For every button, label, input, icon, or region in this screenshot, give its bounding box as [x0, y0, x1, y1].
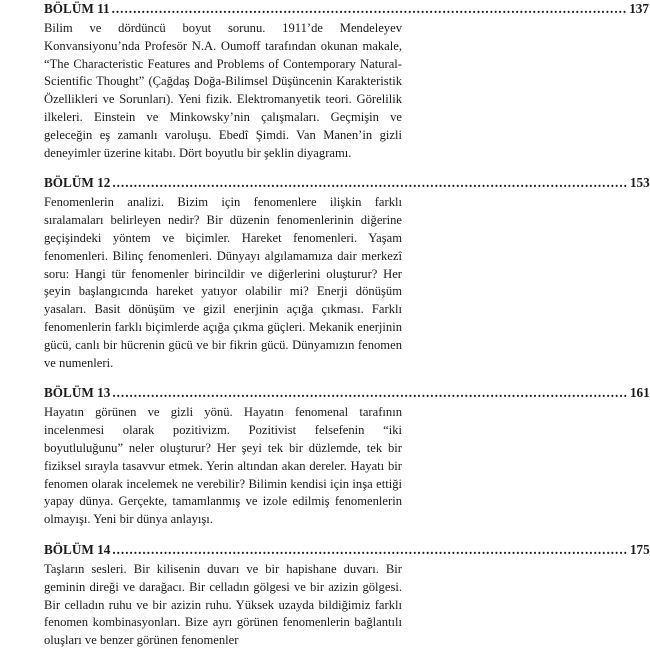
chapter-14-page-number: 175 — [629, 541, 650, 557]
chapter-14-heading — [44, 541, 650, 558]
chapter-14-summary: Taşların sesleri. Bir kilisenin duvarı ve bir hapishane duvarı. Bir geminin direği ve darağacı. Bir celladın gölgesi ve bir azizin gölgesi. Bir celladın ruhu ve bir azizin ruhu. Yüksek uzayda bildiğimiz farklı fenomen kombinasyonları. Bize ayrı görünen fenomenlerin bağlantılı oluşları ve benzer görünen fenomenler — [44, 561, 402, 648]
chapter-13-section — [44, 384, 650, 529]
chapter-11-title: BÖLÜM 11 — [44, 1, 110, 16]
chapter-14-section — [44, 541, 650, 650]
chapter-13-summary: Hayatın görünen ve gizli yönü. Hayatın fenomenal tarafının incelenmesi olarak pozitivizm. Pozitivist felsefenin “iki boyutluluğunu” neler oluşturur? Her şeyi tek bir düzlemde, tek bir fiziksel sırayla tasavvur etmek. Yerin altından akan dereler. Hayatı bir fenomen olarak incelemek ne verebilir? Bilimin kendisi için inşa ettiği yapay dünya. Gerçekte, tamamlanmış ve izole edilmiş fenomenlerin olmayışı. Yeni bir dünya anlayışı. — [44, 405, 402, 527]
dot-leader: ........................................................................................................................ — [112, 385, 628, 401]
chapter-12-section — [44, 174, 650, 372]
chapter-11-section — [44, 0, 649, 162]
dot-leader: ........................................................................................................................ — [111, 1, 628, 16]
chapter-13-heading — [44, 384, 650, 401]
chapter-12-title: BÖLÜM 12 — [44, 175, 111, 191]
dot-leader: ........................................................................................................................ — [112, 541, 628, 557]
chapter-11-page-number: 137 — [629, 1, 649, 16]
chapter-11-summary: Bilim ve dördüncü boyut sorunu. 1911’de Mendeleyev Konvansiyonu’nda Profesör N.A. Oumoff tarafından okunan makale, “The Characteristic Features and Problems of Contemporary Natural-Scientific Thought” (Çağdaş Doğa-Bilimsel Düşüncenin Karakteristik Özellikleri ve Sorunları). Yeni fizik. Elektromanyetik teori. Görelilik ilkeleri. Einstein ve Minkowsky’nin çalışmaları. Geçmişin ve geleceğin eş zamanlı varoluşu. Ebedî Şimdi. Van Manen’in gizli deneyimler üzerine kitabı. Dört boyutlu bir şeklin diyagramı. — [44, 21, 402, 160]
dot-leader: ........................................................................................................................ — [112, 175, 628, 191]
chapter-13-page-number: 161 — [629, 385, 650, 401]
chapter-14-title: BÖLÜM 14 — [44, 541, 111, 557]
chapter-12-heading — [44, 174, 650, 191]
chapter-11-heading — [44, 0, 649, 17]
chapter-13-title: BÖLÜM 13 — [44, 385, 111, 401]
chapter-12-page-number: 153 — [629, 175, 650, 191]
chapter-12-summary: Fenomenlerin analizi. Bizim için fenomenlere ilişkin farklı sıralamaları belirleyen nedir? Bir düzenin fenomenlerinin diğerine geçişindeki yöntem ve biçimler. Hareket fenomenleri. Yaşam fenomenleri. Bilinç fenomenleri. Dünyayı algılamamıza dair merkezî soru: Hangi tür fenomenler birincildir ve diğerlerini oluşturur? Her şeyin başlangıcında hareket yatıyor olabilir mi? Enerji dönüşüm yasaları. Basit dönüşüm ve gizil enerjinin açığa çıkması. Farklı fenomenlerin farklı biçimlerde açığa çıkma güçleri. Mekanik enerjinin gücü, canlı bir hücrenin gücü ve bir fikrin gücü. Dünyamızın fenomen ve numenleri. — [44, 195, 402, 370]
